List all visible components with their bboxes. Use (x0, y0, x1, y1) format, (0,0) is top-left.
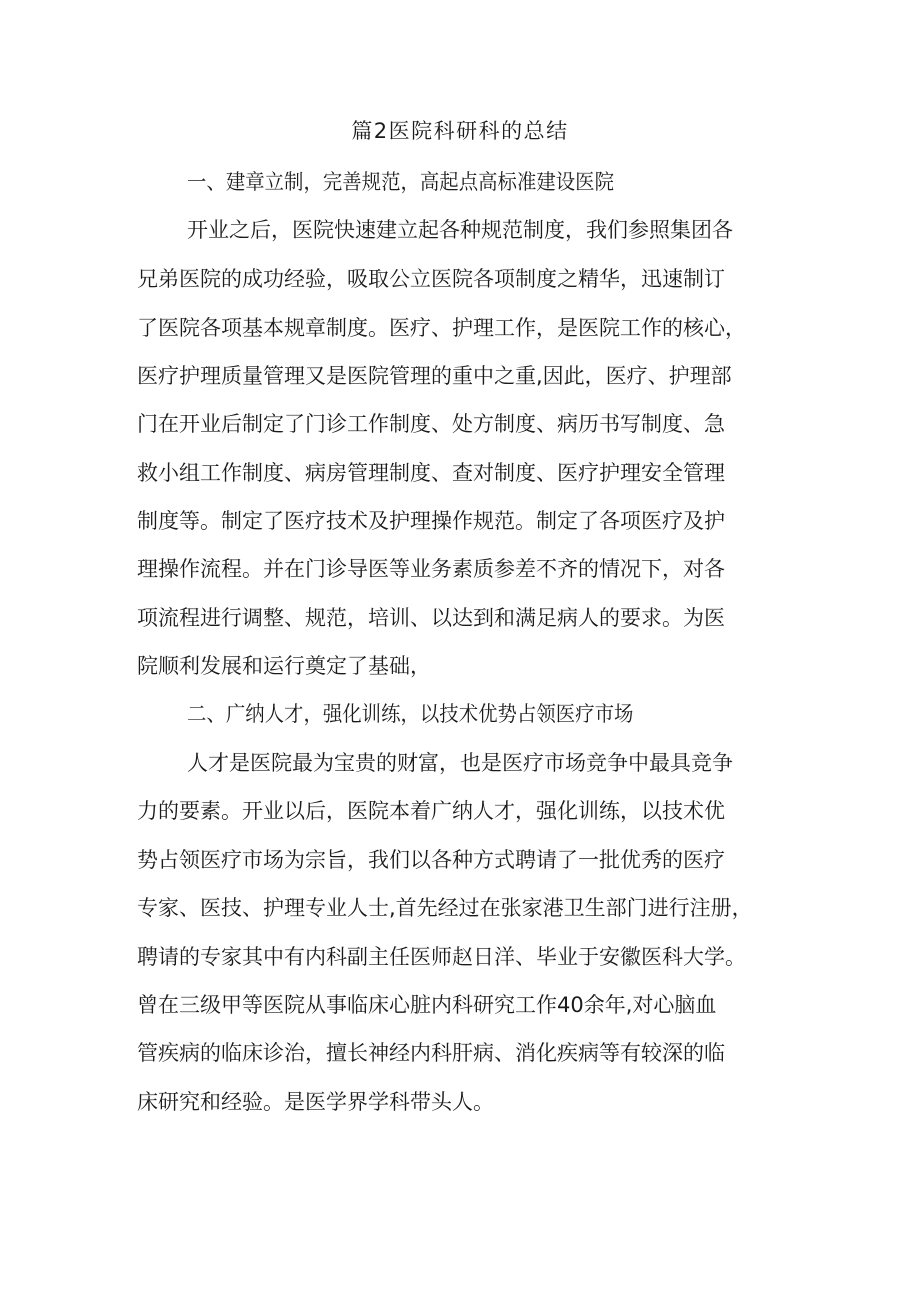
paragraph-line: 门在开业后制定了门诊工作制度、处方制度、病历书写制度、急 (137, 412, 725, 436)
paragraph-line: 曾在三级甲等医院从事临床心脏内科研究工作40余年,对心脑血 (137, 993, 717, 1017)
paragraph-line: 人才是医院最为宝贵的财富，也是医疗市场竞争中最具竞争 (187, 751, 733, 775)
paragraph-line: 管疾病的临床诊治，擅长神经内科肝病、消化疾病等有较深的临 (137, 1041, 725, 1065)
paragraph-line: 制度等。制定了医疗技术及护理操作规范。制定了各项医疗及护 (137, 509, 725, 533)
paragraph-line: 院顺利发展和运行奠定了基础， (137, 654, 431, 678)
paragraph-line: 聘请的专家其中有内科副主任医师赵日洋、毕业于安徽医科大学。 (137, 945, 746, 969)
paragraph-line: 兄弟医院的成功经验，吸取公立医院各项制度之精华，迅速制订 (137, 267, 725, 291)
paragraph-line: 项流程进行调整、规范，培训、以达到和满足病人的要求。为医 (137, 606, 725, 630)
paragraph-line: 专家、医技、护理专业人士,首先经过在张家港卫生部门进行注册， (137, 896, 753, 920)
paragraph-line: 势占领医疗市场为宗旨，我们以各种方式聘请了一批优秀的医疗 (137, 848, 725, 872)
paragraph-line: 力的要素。开业以后，医院本着广纳人才，强化训练，以技术优 (137, 799, 725, 823)
section-heading-1: 一、建章立制，完善规范，高起点高标准建设医院 (187, 170, 614, 194)
paragraph-line: 开业之后，医院快速建立起各种规范制度，我们参照集团各 (187, 218, 733, 242)
paragraph-line: 医疗护理质量管理又是医院管理的重中之重,因此，医疗、护理部 (137, 364, 732, 388)
paragraph-line: 救小组工作制度、病房管理制度、查对制度、医疗护理安全管理 (137, 461, 725, 485)
paragraph-line: 理操作流程。并在门诊导医等业务素质参差不齐的情况下，对各 (137, 557, 725, 581)
paragraph-line: 了医院各项基本规章制度。医疗、护理工作，是医院工作的核心， (137, 316, 746, 340)
paragraph-line: 床研究和经验。是医学界学科带头人。 (137, 1090, 494, 1114)
document-title: 篇2医院科研科的总结 (351, 119, 569, 143)
section-heading-2: 二、广纳人才，强化训练，以技术优势占领医疗市场 (187, 702, 634, 726)
